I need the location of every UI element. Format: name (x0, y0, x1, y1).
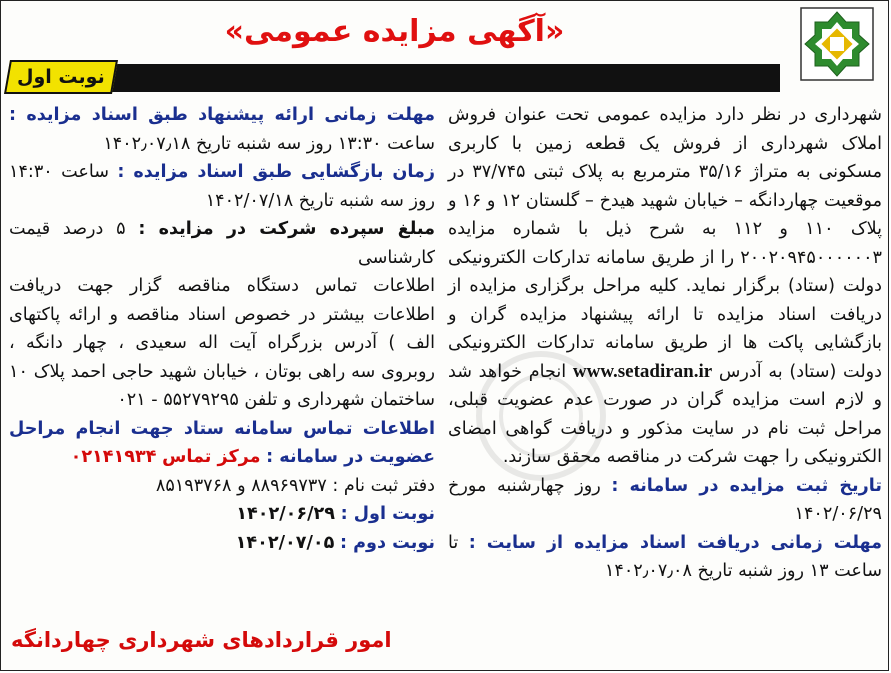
first-round-label: نوبت اول : (340, 504, 435, 524)
deposit-amount (9, 215, 435, 272)
notice-body (448, 101, 882, 472)
setad-center-phone: ۰۲۱۴۱۹۳۴ (70, 447, 157, 467)
contact-info: اطلاعات تماس دستگاه مناقصه گزار جهت دریافت اطلاعات بیشتر در خصوص اسناد مناقصه و ارائه پاکتهای الف ) آدرس بزرگراه آیت اله سعیدی ، چهار دانگه ، روبروی سه راهی بوتان ، خیابان شهید حاجی احمد پلاک ۱۰ ساختمان شهرداری و تلفن ۵۵۲۷۹۲۹۵ - ۰۲۱ (9, 276, 435, 410)
document-deadline (448, 529, 882, 586)
opening-time-value: ساعت ۱۴:۳۰ روز سه شنبه تاریخ ۱۴۰۲/۰۷/۱۸ (9, 162, 435, 211)
right-column (448, 101, 882, 586)
document-deadline-value: تا ساعت ۱۳ روز شنبه تاریخ ۱۴۰۲٫۰۷٫۰۸ (448, 532, 882, 581)
registration-value: روز چهارشنبه مورخ ۱۴۰۲/۰۶/۲۹ (448, 475, 882, 524)
opening-time (9, 158, 435, 215)
setad-center-label: مرکز تماس (162, 447, 261, 467)
setad-contact (9, 415, 435, 472)
second-round-label: نوبت دوم : (339, 532, 435, 553)
notice-body-text: شهرداری در نظر دارد مزایده عمومی تحت عنوان فروش املاک شهرداری از فروش یک قطعه زمین با کاربری مسکونی به متراژ ۳۵/۱۶ مترمربع به پلاک ثبتی ۳۷/۷۴۵ در موقعیت چهاردانگه – خیابان شهید هیدخ – گلستان ۱۲ و ۱۶ و پلاک ۱۱۰ و ۱۱۲ به شرح ذیل با شماره مزایده ۲۰۰۲۰۹۴۵۰۰۰۰۰۰۳ را از طریق سامانه تدارکات الکترونیکی دولت (ستاد) برگزار نماید. کلیه مراحل برگزاری مزایده از دریافت اسناد مزایده تا ارائه پیشنهاد مزایده گران و بازگشایی پاکت ها از طریق سامانه تدارکات الکترونیکی دولت (ستاد) به آدرس (448, 105, 883, 382)
setad-url[interactable]: www.setadiran.ir (572, 360, 713, 382)
proposal-deadline (9, 101, 435, 158)
setad-contact-label: اطلاعات تماس سامانه ستاد جهت انجام مراحل عضویت در سامانه : (9, 418, 435, 467)
municipality-logo (800, 7, 874, 81)
registration-label: تاریخ ثبت مزایده در سامانه : (611, 475, 882, 496)
first-round-date: ۱۴۰۲/۰۶/۲۹ (236, 504, 336, 524)
registration-date (448, 472, 882, 529)
second-round-date: ۱۴۰۲/۰۷/۰۵ (235, 532, 335, 553)
proposal-deadline-label: مهلت زمانی ارائه پیشنهاد طبق اسناد مزایده : (9, 105, 435, 125)
round-badge-label: نوبت اول (17, 66, 105, 88)
round-badge (4, 60, 118, 94)
header-band (35, 64, 780, 92)
proposal-deadline-value: ساعت ۱۳:۳۰ روز سه شنبه تاریخ ۱۴۰۲٫۰۷٫۱۸ (103, 133, 435, 154)
footer-signature: امور قراردادهای شهرداری چهاردانگه (11, 628, 392, 652)
first-round (9, 500, 435, 529)
document-deadline-label: مهلت زمانی دریافت اسناد مزایده از سایت : (468, 532, 883, 553)
opening-time-label: زمان بازگشایی طبق اسناد مزایده : (117, 162, 436, 182)
deposit-label: مبلغ سپرده شرکت در مزایده : (138, 219, 436, 239)
second-round (9, 529, 435, 558)
deposit-value: ۵ درصد قیمت کارشناسی (9, 219, 435, 268)
notice-body-cont: انجام خواهد شد و لازم است مزایده گران در صورت عدم عضویت قبلی، مراحل ثبت نام در سایت مذکور و دریافت گواهی امضای الکترونیکی را جهت شرکت در مناقصه محقق سازند. (448, 361, 882, 467)
notice-title: «آگهی مزایده عمومی» (224, 14, 565, 49)
office-phones: دفتر ثبت نام : ۸۸۹۶۹۷۳۷ و ۸۵۱۹۳۷۶۸ (155, 475, 435, 496)
left-column (9, 101, 435, 557)
